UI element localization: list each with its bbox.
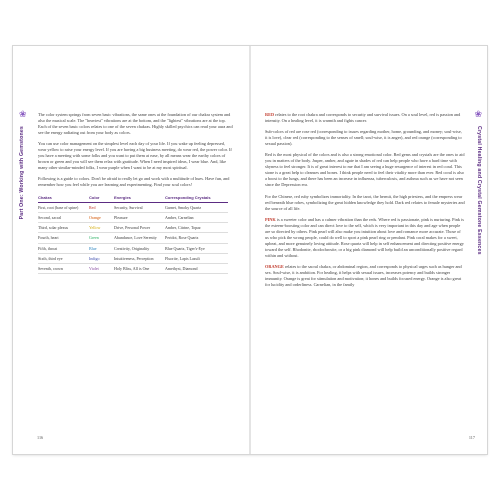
book-spread [13, 46, 487, 454]
color-heading: ORANGE [265, 263, 284, 269]
color-heading: RED [265, 112, 275, 117]
crystals-cell: Amber, Carnelian [165, 212, 228, 222]
left-body-text [38, 112, 233, 274]
crystals-cell: Blue Quartz, Tiger's-Eye [165, 243, 228, 253]
paragraph: You can use color management on the simplest level each day of your life. If you wake up feeling depressed, wear yellow to raise your energy level. If you are having a big business meeting, do wear red, the power color. If you have a meeting with some folks and you want to put them at ease, by all means wear the earthy colors of brown or green and you will see them relax with gratitude. When I need inspired ideas, I wear blue. And, like many other similar-minded folks, I wear purple when I want to be at my most spiritual. [38, 141, 232, 171]
table-row [38, 253, 228, 263]
paragraph-body: Sub-colors of red are rose red (corresponding to issues regarding mother, home, grounding, and money; soul-wise, it is love), clear red (corresponding to the senses of smell; soul-wise, it is anger), and red orange (corresponding to sexual passion). [265, 129, 462, 147]
header-chakra: Chakra [38, 194, 89, 203]
chakra-cell: Fourth, heart [38, 233, 89, 243]
paragraph [265, 194, 465, 212]
paragraph: Following is a guide to colors. Don't be afraid to really let go and work with a multitude of hues. Have fun, and remember how you feel while you are learning and experimenting. Find your soul colors! [38, 176, 230, 188]
lotus-ornament-icon: ❀ [19, 109, 27, 119]
chakra-cell: First, root (base of spine) [38, 202, 89, 212]
chakra-cell: Fifth, throat [38, 243, 89, 253]
table-row [38, 212, 228, 222]
color-cell: Yellow [89, 223, 114, 233]
energies-cell: Holy Bliss, All is One [114, 263, 165, 273]
chakra-cell: Seventh, crown [38, 263, 89, 273]
chakra-cell: Sixth, third eye [38, 253, 89, 263]
energies-cell: Abundance, Love Serenity [114, 233, 165, 243]
left-page [13, 46, 249, 454]
color-cell: Red [89, 202, 114, 212]
chakra-cell: Third, solar plexus [38, 223, 89, 233]
right-body-text [265, 112, 465, 293]
paragraph-body: Red is the most physical of the colors and is also a strong emotional color. Red gems and crystals are the ones to aid you in matters of the body. Jasper, amber, and agate in shades of red can help people who have a hard time with shyness to feel stronger. It is of great interest to me that I am seeing a huge resurgence of interest in red coral. This stone is a great help to cleanses and bones. I think people need to feel their vitality more than ever. Red coral is also a boost to the lungs, and there has been an increase in influenza, tuberculosis, and asthma such as we have not seen since the Depression era. [265, 152, 465, 188]
color-cell: Blue [89, 243, 114, 253]
paragraph-body: relates to the sacral chakra, or abdominal region, and corresponds to physical urges such as hunger and sex. Soul-wise, it is ambition. For healing, it helps with sexual issues, increases potency and builds stronger immunity. Orange is great for stimulation and motivation; it hones and builds focused energy. Orange is also great for lucidity and orderliness. Carnelian, in the family [265, 263, 462, 288]
right-page [251, 46, 487, 454]
color-cell: Orange [89, 212, 114, 222]
paragraph [265, 129, 465, 147]
energies-cell: Creativity, Originality [114, 243, 165, 253]
page-number: 117 [468, 435, 475, 440]
energies-cell: Intuitiveness, Perception [114, 253, 165, 263]
paragraph-body: For the Chinese, red ruby symbolizes immortality. In the tarot, the hermit, the high priestess, and the empress wear red beneath blue robes, symbolizing the great hidden knowledge they hold. Dark red relates to female mysteries and the source of all life. [265, 193, 465, 211]
table-header-row [38, 194, 228, 203]
paragraph [265, 217, 465, 259]
paragraph-body: is a sweeter color and has a calmer vibration than the reds. Where red is passionate, pink is nurturing. Pink is the esteem-boosting color and can direct love to the self, which is very important in this day and age when people are so directed by others. Pink pearl will also make you intuition about love and romance more accurate. Those of us who pick the wrong people, could do well to sport a pink pearl ring or pendant. Pink coral makes for a sweet, upbeat, and more genuinely loving attitude. Rose quartz will help in self enhancement and directing positive energy toward the self. Rhodonite, rhodochrosite, or a big pink diamond will help build an unconditionally positive regard within and without. [265, 216, 464, 258]
paragraph-body: relates to the root chakra and corresponds to security and survival issues. On a soul level, red is passion and intensity. On a healing level, it is warmth and fights cancer. [265, 112, 461, 124]
header-crystals: Corresponding Crystals [165, 194, 228, 203]
crystals-cell: Amber, Citrine, Topaz [165, 223, 228, 233]
paragraph [265, 152, 465, 188]
header-color: Color [89, 194, 114, 203]
table-row [38, 243, 228, 253]
lotus-ornament-icon: ❀ [474, 109, 482, 119]
table-row [38, 202, 228, 212]
right-running-head: Crystal Healing and Crystal Gemstone Essences [476, 126, 482, 255]
table-row [38, 263, 228, 273]
crystals-cell: Amethyst, Diamond [165, 263, 228, 273]
energies-cell: Pleasure [114, 212, 165, 222]
chakra-color-table [38, 194, 228, 275]
chakra-cell: Second, sacral [38, 212, 89, 222]
color-cell: Indigo [89, 253, 114, 263]
color-heading: PINK [265, 216, 276, 222]
page-number: 116 [37, 435, 44, 440]
energies-cell: Security, Survival [114, 202, 165, 212]
color-cell: Green [89, 233, 114, 243]
energies-cell: Drive, Personal Power [114, 223, 165, 233]
crystals-cell: Fluorite, Lapis Lazuli [165, 253, 228, 263]
header-energies: Energies [114, 194, 165, 203]
color-cell: Violet [89, 263, 114, 273]
table-row [38, 223, 228, 233]
crystals-cell: Peridot, Rose Quartz [165, 233, 228, 243]
paragraph [265, 112, 465, 124]
paragraph: The color system springs from seven basic vibrations, the same ones at the foundation of our chakra system and also the musical scale. The "heaviest" vibrations are at the bottom, and the "lightest" vibrations are at the top. Each of the seven basic colors relates to one of the seven chakras. Highly skilled psychics can read your aura and see the energy radiating out from your body as colors. [38, 112, 233, 136]
table-row [38, 233, 228, 243]
paragraph [265, 264, 465, 288]
crystals-cell: Garnet, Smoky Quartz [165, 202, 228, 212]
left-running-head: Part One: Working with Gemstones [19, 126, 25, 220]
